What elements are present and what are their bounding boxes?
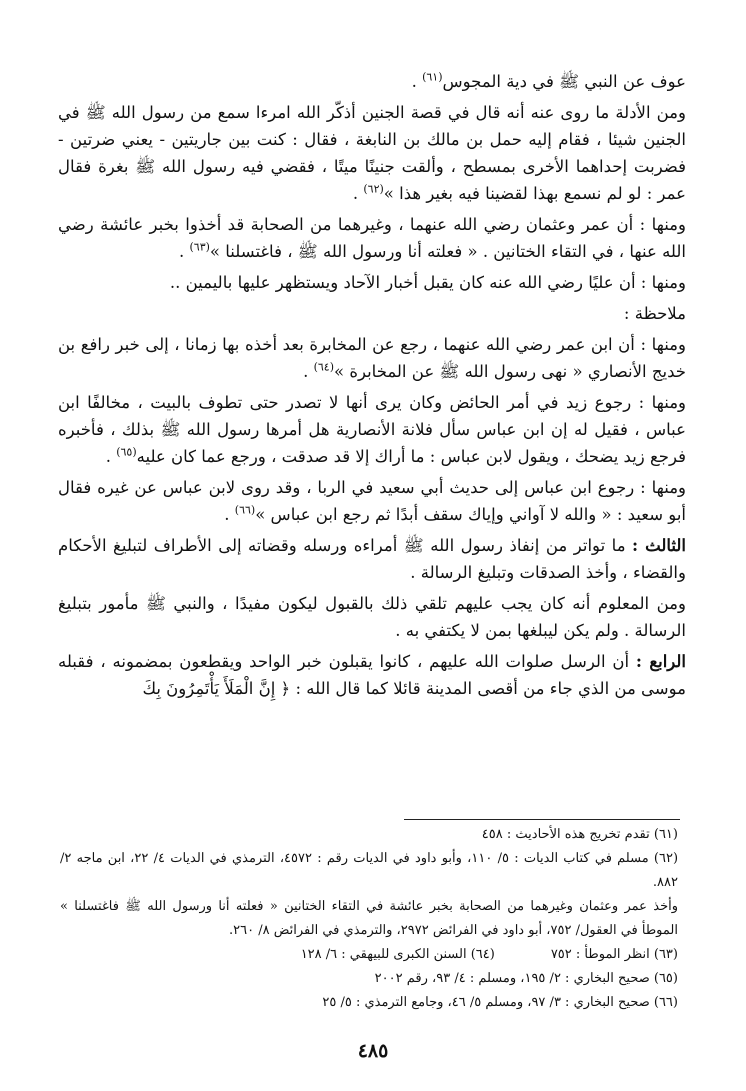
paragraph: [58, 590, 686, 644]
footnote: (٦٣) انظر الموطأ : ٧٥٢: [550, 947, 678, 962]
footnote-line: [60, 943, 678, 967]
footnotes: [60, 823, 678, 1015]
footnote-ref: (٦١): [422, 70, 443, 84]
footnote-ref: (٦٣): [189, 240, 210, 254]
footnote-ref: (٦٥): [116, 445, 137, 459]
footnote: (٦٢) مسلم في كتاب الديات : ٥/ ١١٠، وأبو داود في الديات رقم : ٤٥٧٢، الترمذي في الديات ٤/ ٢٢، ابن ماجه ٢/ ٨٨٢.: [60, 851, 679, 890]
footnote: (٦٥) صحيح البخاري : ٢/ ١٩٥، ومسلم : ٤/ ٩٣، رقم ٢٠٠٢: [374, 971, 678, 986]
footnote: (٦١) تقدم تخريج هذه الأحاديث : ٤٥٨: [481, 827, 678, 842]
footnote-ref: (٦٤): [313, 360, 334, 374]
paragraph-text: ومنها : رجوع ابن عباس إلى حديث أبي سعيد في الربا ، وقد روى لابن عباس عن غيره فقال أبو سعيد : « والله لا آواني وإياك سقف أبدًا ثم رجع ابن عباس »: [58, 478, 686, 524]
paragraph-end: .: [179, 242, 190, 261]
paragraph: [58, 269, 686, 296]
paragraph-end: .: [411, 72, 423, 91]
paragraph: [58, 532, 686, 586]
note-label: ملاحظة :: [623, 304, 686, 323]
paragraph-text: عوف عن النبي ﷺ في دية المجوس: [442, 72, 686, 91]
paragraph-end: .: [224, 505, 235, 524]
section-lead: الثالث :: [632, 536, 686, 555]
section-lead: الرابع :: [635, 652, 687, 671]
paragraph-text: ومنها : أن ابن عمر رضي الله عنهما ، رجع عن المخابرة بعد أخذه بها زمانا ، إلى خبر رافع بن خديج الأنصاري « نهى رسول الله ﷺ عن المخابرة »: [58, 335, 686, 381]
paragraph-text: ومن الأدلة ما روى عنه أنه قال في قصة الجنين أذكّر الله امرءا سمع من رسول الله ﷺ في الجنين شيئا ، فقام إليه حمل بن مالك بن النابغة ، فقال : كنت بين جاريتين - يعني ضرتين - فضربت إحداهما الأخرى بمسطح ، وألقت جنينًا ميتًا ، فقضي فيه رسول الله ﷺ بغرة فقال عمر : لو لم نسمع بهذا لقضينا فيه بغير هذا »: [58, 103, 686, 203]
page-number: ٤٨٥: [357, 1040, 389, 1062]
main-text: [58, 68, 686, 706]
paragraph: [58, 648, 686, 702]
paragraph: [58, 474, 686, 528]
footnote: (٦٤) السنن الكبرى للبيهقي : ٦/ ١٢٨: [300, 947, 495, 962]
paragraph-end: .: [352, 184, 364, 203]
footnote-divider: [404, 819, 680, 820]
footnote-ref: (٦٦): [234, 503, 256, 517]
footnote-ref: (٦٢): [363, 182, 384, 196]
paragraph-end: .: [303, 362, 314, 381]
paragraph: [58, 331, 686, 385]
paragraph: [58, 211, 686, 265]
paragraph-text: ومنها : رجوع زيد في أمر الحائض وكان يرى أنها لا تصدر حتى تطوف بالبيت ، مخالفًا ابن عباس ، فقيل له إن ابن عباس سأل فلانة الأنصارية هل أمرها رسول الله ﷺ بذلك ، فأخبره فرجع زيد يضحك ، ويقول لابن عباس : ما أراك إلا قد صدقت ، ورجع عما كان عليه: [58, 393, 686, 466]
paragraph: [58, 68, 686, 95]
paragraph-end: .: [105, 447, 117, 466]
paragraph-text: ما تواتر من إنفاذ رسول الله ﷺ أمراءه ورسله وقضاته إلى الأطراف لتبليغ الأحكام والقضاء ، وأخذ الصدقات وتبليغ الرسالة .: [58, 536, 686, 582]
paragraph-text: ومنها : أن عليًا رضي الله عنه كان يقبل أخبار الآحاد ويستظهر عليها باليمين ..: [169, 273, 686, 292]
paragraph-text: ومن المعلوم أنه كان يجب عليهم تلقي ذلك بالقبول ليكون مفيدًا ، والنبي ﷺ مأمور بتبليغ الرسالة . ولم يكن ليبلغها بمن لا يكتفي به .: [58, 594, 686, 640]
footnote-note: وأخذ عمر وعثمان وغيرهما من الصحابة بخبر عائشة في التقاء الختانين « فعلته أنا ورسول الله ﷺ فاغتسلنا » الموطأ في العقول/ ٧٥٢، أبو داود في الفرائض ٢٩٧٢، والترمذي في الفرائض ٨/ ٢٦٠.: [60, 899, 678, 938]
paragraph: [58, 389, 686, 470]
paragraph-text: أن الرسل صلوات الله عليهم ، كانوا يقبلون خبر الواحد ويقطعون بمضمونه ، فقبله موسى من الذي جاء من أقصى المدينة قائلا كما قال الله : ﴿ إِنَّ الْمَلَأَ يَأْتَمِرُونَ بِكَ: [58, 652, 686, 698]
note-heading: [58, 300, 686, 327]
footnote: (٦٦) صحيح البخاري : ٣/ ٩٧، ومسلم ٥/ ٤٦، وجامع الترمذي : ٥/ ٢٥: [322, 995, 678, 1010]
paragraph: [58, 99, 686, 207]
paragraph-text: ومنها : أن عمر وعثمان رضي الله عنهما ، وغيرهما من الصحابة قد أخذوا بخبر عائشة رضي الله عنها ، في التقاء الختانين . « فعلته أنا ورسول الله ﷺ ، فاغتسلنا »: [58, 215, 686, 261]
